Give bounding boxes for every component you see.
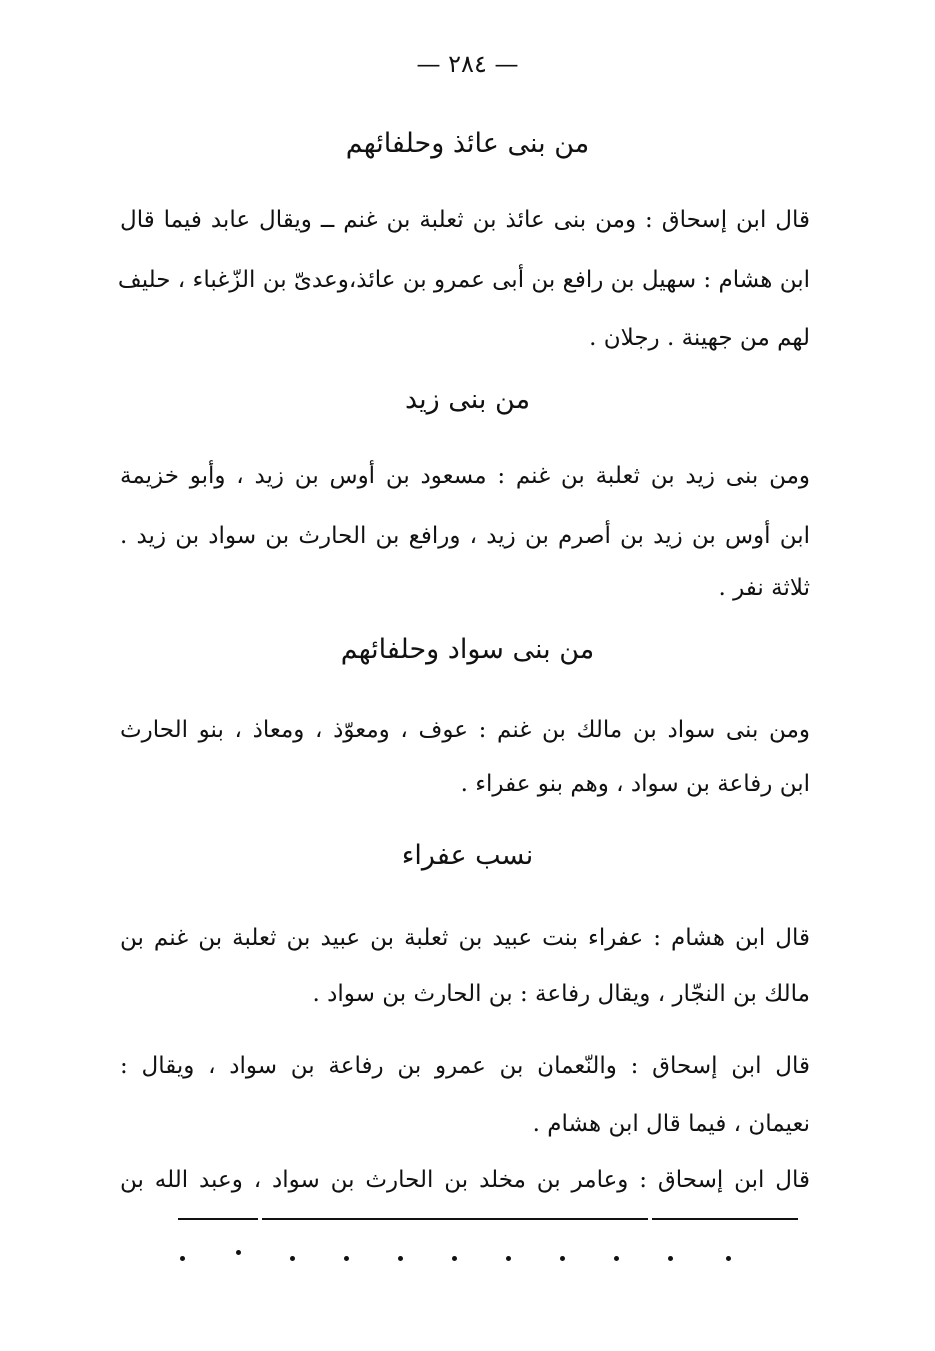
text-line: قال ابن إسحاق : وعامر بن مخلد بن الحارث بن سواد ، وعبد الله بن [120,1167,810,1193]
section-heading: من بنى سواد وحلفائهم [340,634,595,665]
text-line: ثلاثة نفر . [718,575,810,601]
dot [236,1250,241,1255]
text-line: مالك بن النجّار ، ويقال رفاعة : بن الحارث بن سواد . [312,981,810,1007]
text-line: ابن رفاعة بن سواد ، وهم بنو عفراء . [460,771,810,797]
section-heading: من بنى زيد [404,384,531,415]
text-line: قال ابن إسحاق : والنّعمان بن عمرو بن رفاعة بن سواد ، ويقال : [120,1053,810,1079]
text-line: ابن أوس بن زيد بن أصرم بن زيد ، ورافع بن الحارث بن سواد بن زيد . [120,523,810,549]
dot [506,1256,511,1261]
text-line: ابن هشام : سهيل بن رافع بن أبى عمرو بن عائذ،وعدىّ بن الزّغباء ، حليف [117,267,810,293]
text-line: نعيمان ، فيما قال ابن هشام . [532,1111,810,1137]
rule-segment [262,1218,648,1220]
footnote-separator [178,1212,798,1222]
dot [614,1256,619,1261]
dot [398,1256,403,1261]
dot [452,1256,457,1261]
text-line: قال ابن إسحاق : ومن بنى عائذ بن ثعلبة بن غنم ــ ويقال عابد فيما قال [120,207,810,233]
dot [560,1256,565,1261]
text-line: قال ابن هشام : عفراء بنت عبيد بن ثعلبة بن عبيد بن ثعلبة بن غنم بن [120,925,810,951]
text-line: ومن بنى سواد بن مالك بن غنم : عوف ، ومعوّذ ، ومعاذ ، بنو الحارث [120,717,810,743]
dot [180,1256,185,1261]
rule-segment [178,1218,258,1220]
text-line: لهم من جهينة . رجلان . [589,325,810,351]
section-heading: من بنى عائذ وحلفائهم [345,128,590,159]
dot [290,1256,295,1261]
page-number: — ٢٨٤ — [416,50,519,78]
dot [344,1256,349,1261]
rule-segment [652,1218,798,1220]
dot [726,1256,731,1261]
dot [668,1256,673,1261]
section-heading: نسب عفراء [401,840,534,871]
dot-row [180,1250,735,1262]
text-line: ومن بنى زيد بن ثعلبة بن غنم : مسعود بن أوس بن زيد ، وأبو خزيمة [120,463,810,489]
